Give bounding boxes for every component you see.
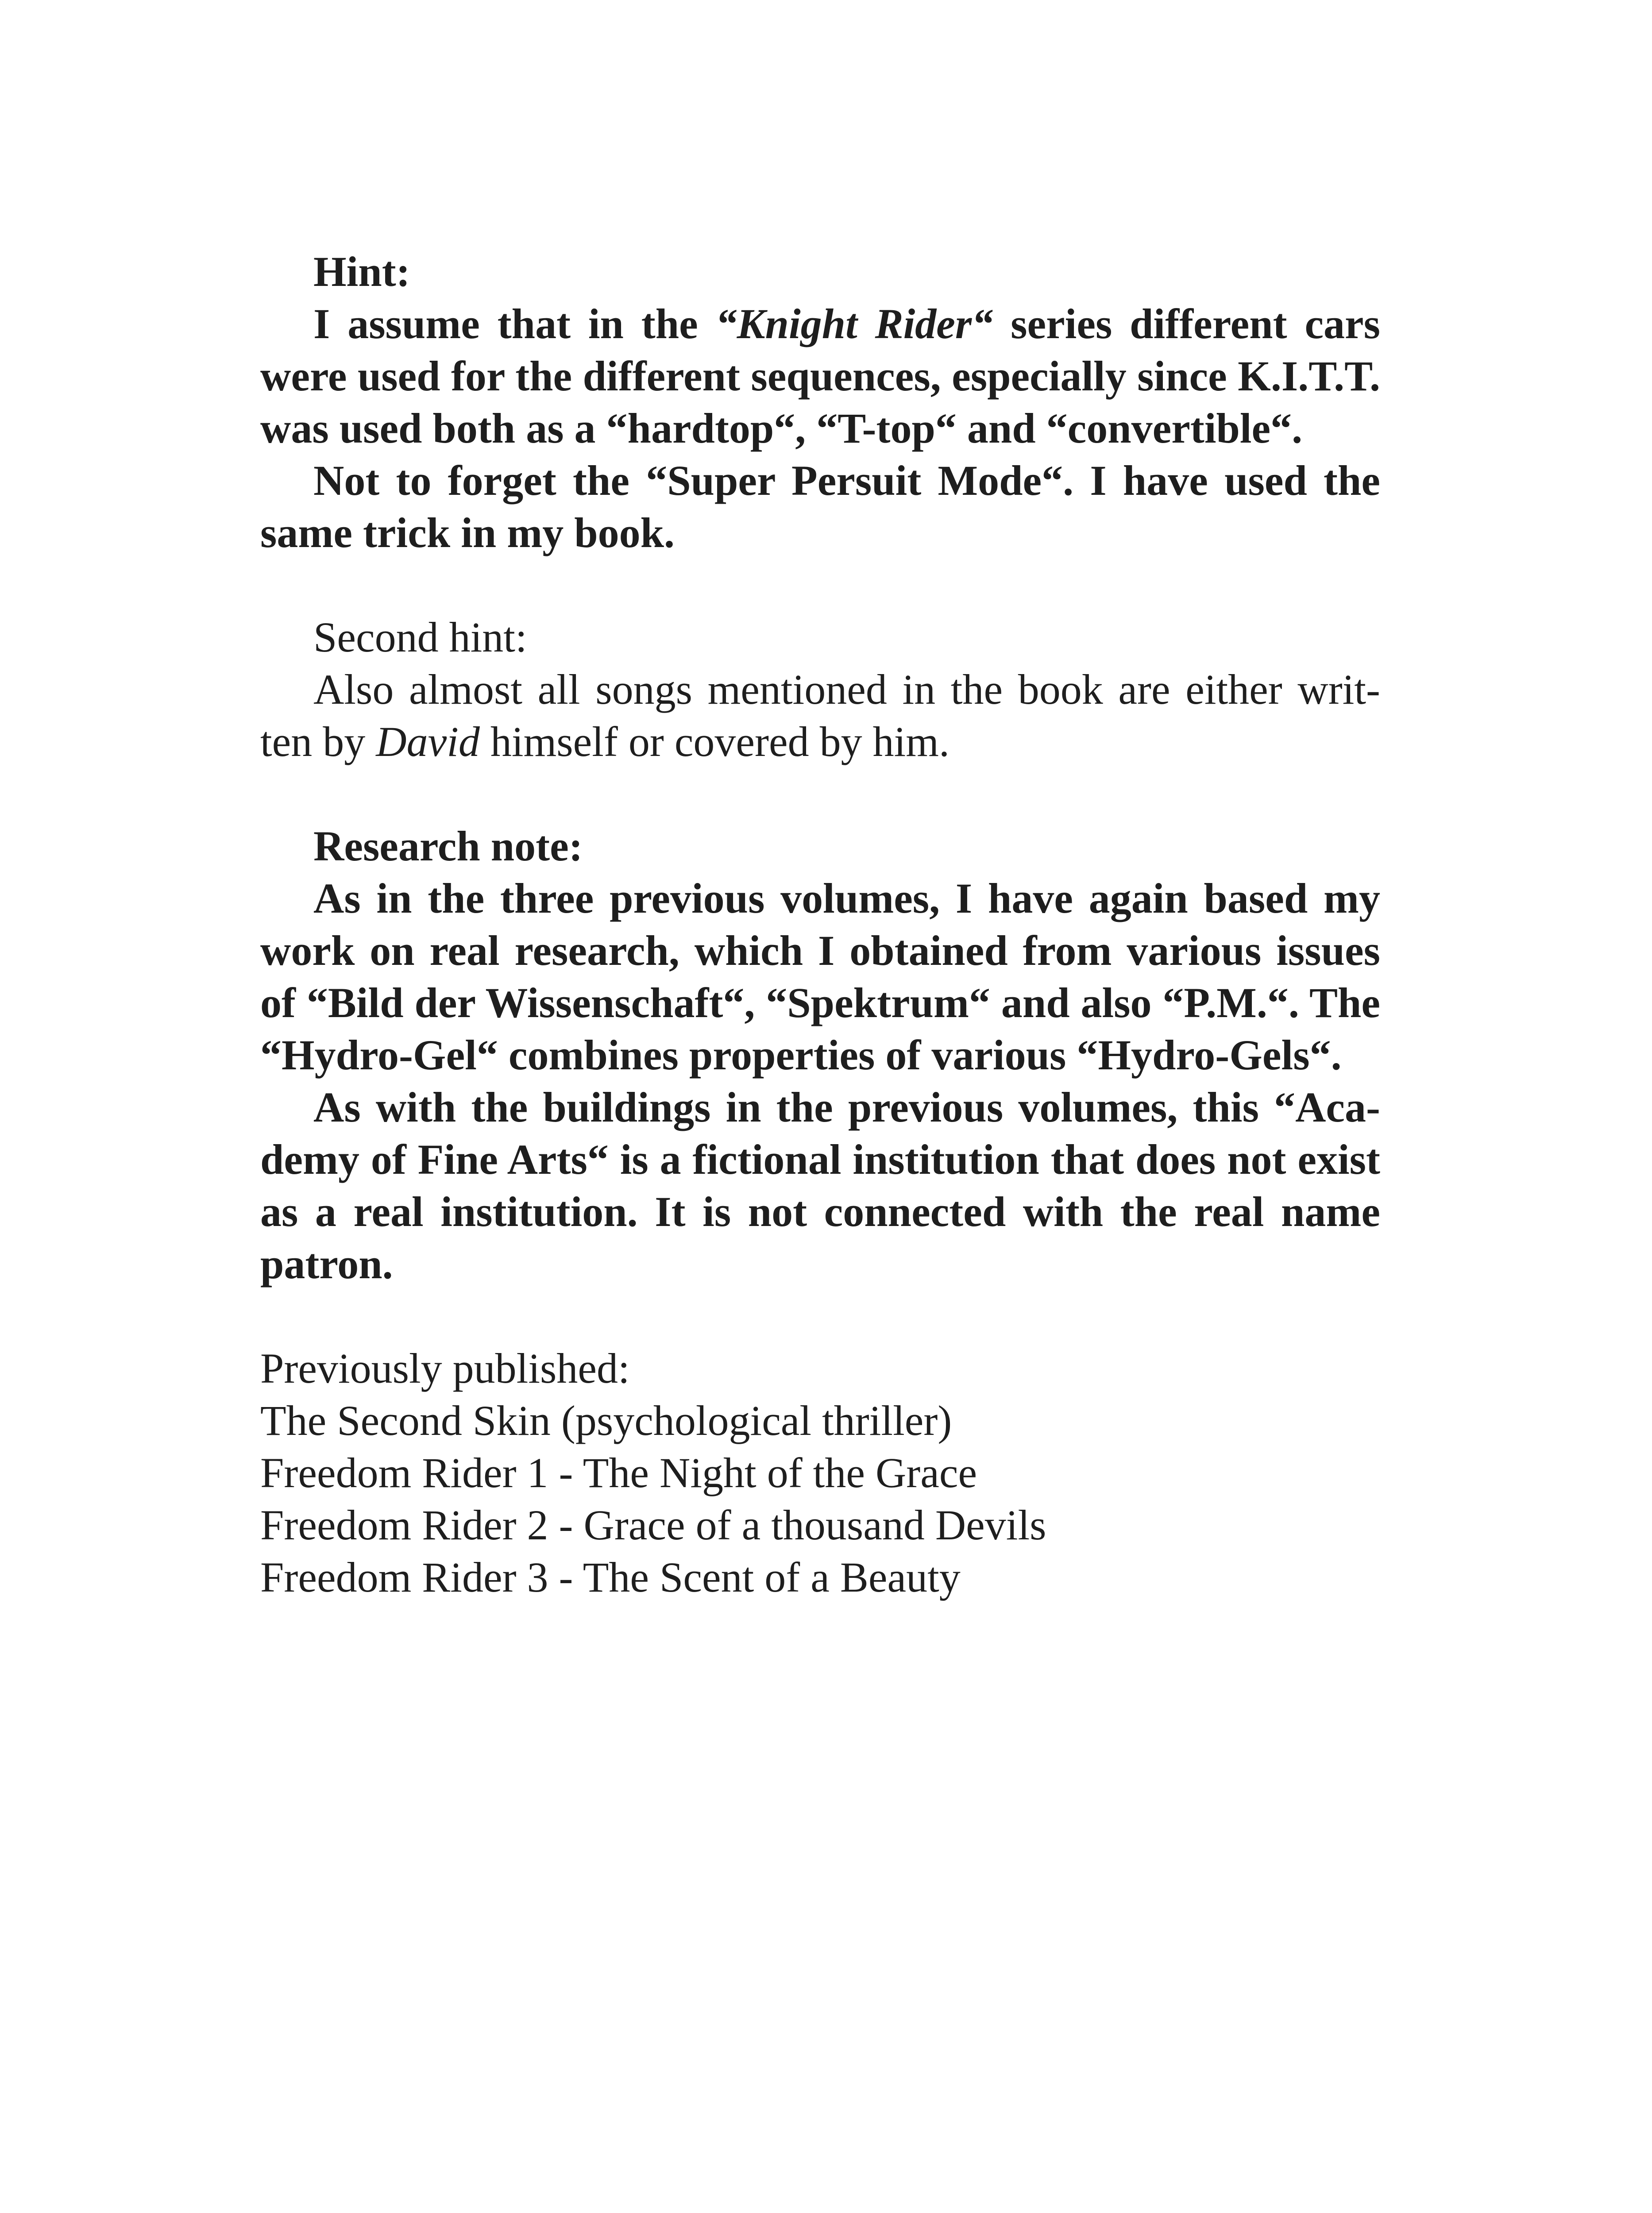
- second-hint-before: Also almost all songs mentioned in the book are either writ-ten by: [260, 666, 1380, 765]
- page-text: [260, 246, 1380, 1604]
- hint-heading: Hint:: [313, 248, 410, 295]
- hint-section: [260, 246, 1380, 559]
- second-hint-after: himself or covered by him.: [479, 718, 950, 765]
- second-hint-paragraph: [260, 663, 1380, 768]
- research-note-paragraph-1: As in the three previous volumes, I have again based my work on real research, which I obtained from various issues of “Bild der Wissenschaft“, “Spektrum“ and also “P.M.“. The “Hydro-Gel“ combines properties of various “Hydro-Gels“.: [260, 875, 1380, 1079]
- hint-paragraph-1: [260, 298, 1380, 455]
- research-note-heading: Research note:: [313, 822, 583, 870]
- research-note-section: [260, 820, 1380, 1290]
- published-title: The Second Skin (psychological thriller): [260, 1397, 952, 1444]
- second-hint-heading: Second hint:: [313, 613, 527, 661]
- blank-line: [260, 559, 1380, 611]
- previously-published-heading: Previously published:: [260, 1345, 630, 1392]
- published-title: Freedom Rider 3 - The Scent of a Beauty: [260, 1554, 961, 1601]
- previously-published-section: [260, 1342, 1380, 1604]
- published-title: Freedom Rider 2 - Grace of a thousand Devils: [260, 1501, 1046, 1549]
- blank-line: [260, 768, 1380, 820]
- hint-paragraph-2: Not to forget the “Super Persuit Mode“. I have used the same trick in my book.: [260, 457, 1380, 556]
- hint-p1-after: series different cars were used for the different sequences, especially since K.I.T.T. was used both as a “hardtop“, “T-top“ and “convertible“.: [260, 300, 1381, 452]
- published-title: Freedom Rider 1 - The Night of the Grace: [260, 1449, 977, 1496]
- second-hint-section: [260, 611, 1380, 768]
- hint-p1-before: I assume that in the: [313, 300, 716, 347]
- second-hint-italic: David: [376, 718, 480, 765]
- blank-line: [260, 1290, 1380, 1342]
- hint-p1-italic: “Knight Rider“: [715, 300, 993, 347]
- research-note-paragraph-2: As with the buildings in the previous volumes, this “Aca-demy of Fine Arts“ is a fictional institution that does not exist as a real institution. It is not connected with the real name patron.: [260, 1083, 1380, 1288]
